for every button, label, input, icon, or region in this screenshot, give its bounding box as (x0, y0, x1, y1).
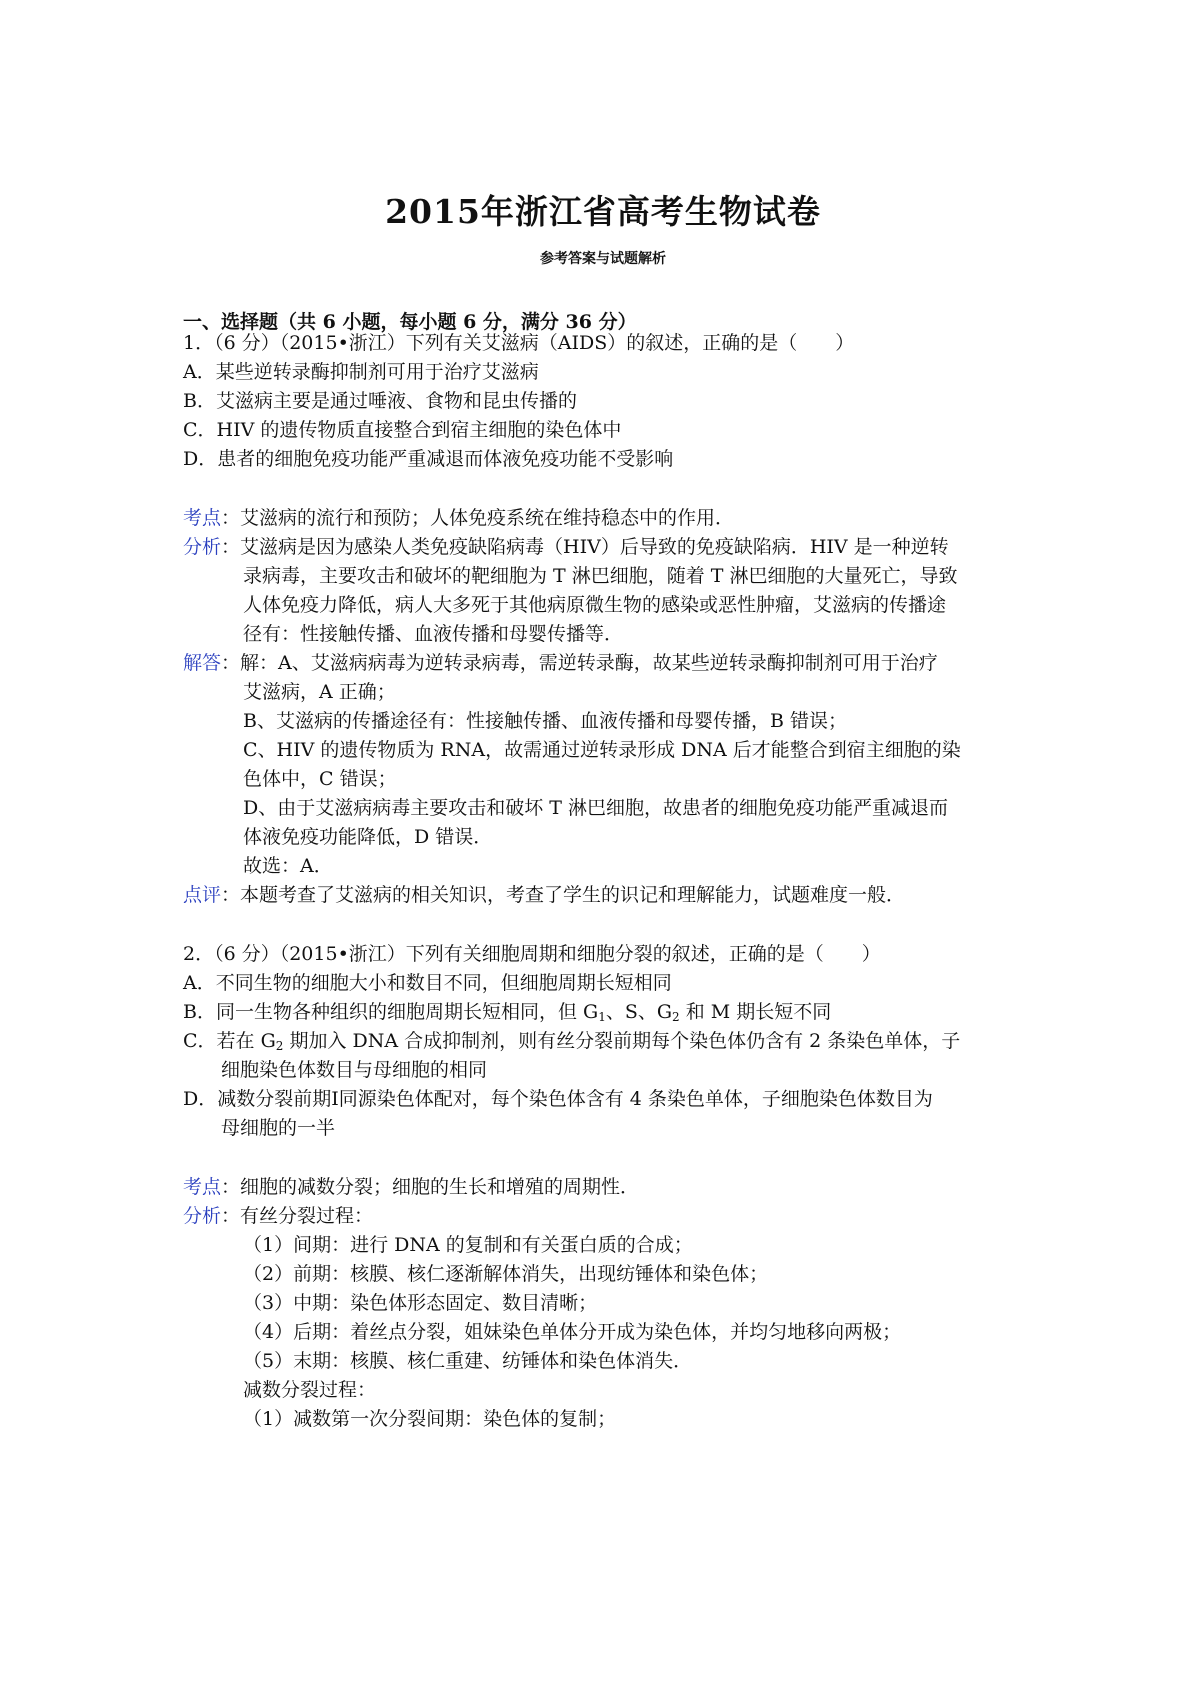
subscript: 2 (275, 1039, 284, 1053)
q1-jieda-line-8: 故选：A． (243, 855, 333, 877)
q1-fenxi (183, 534, 949, 560)
q1-option-a: A．某些逆转录酶抑制剂可用于治疗艾滋病 (183, 361, 539, 383)
meiosis-heading: 减数分裂过程： (243, 1379, 377, 1401)
mitosis-step-1: （1）间期：进行 DNA 的复制和有关蛋白质的合成； (243, 1234, 693, 1256)
q2-option-b-part: 和 M 期长短不同 (679, 1001, 832, 1023)
mitosis-step-4: （4）后期：着丝点分裂，姐妹染色单体分开成为染色体，并均匀地移向两极； (243, 1321, 902, 1343)
dianping-label: 点评 (183, 884, 222, 906)
subscript: 2 (672, 1010, 680, 1024)
q1-stem: 1．（6 分）（2015•浙江）下列有关艾滋病（AIDS）的叙述，正确的是（ ） (183, 332, 855, 354)
q1-jieda-line-3: B、艾滋病的传播途径有：性接触传播、血液传播和母婴传播，B 错误； (243, 710, 847, 732)
q2-kaodian (183, 1174, 639, 1200)
fenxi-label: 分析 (183, 1205, 222, 1227)
q2-option-d-cont: 母细胞的一半 (221, 1117, 336, 1139)
q1-option-d: D．患者的细胞免疫功能严重减退而体液免疫功能不受影响 (183, 448, 674, 470)
mitosis-step-3: （3）中期：染色体形态固定、数目清晰； (243, 1292, 598, 1314)
q1-dianping (183, 882, 905, 908)
q2-option-c-part: C．若在 G (183, 1030, 276, 1052)
q1-fenxi-line-4: 径有：性接触传播、血液传播和母婴传播等． (243, 623, 624, 645)
q1-jieda-line-2: 艾滋病，A 正确； (243, 681, 396, 703)
kaodian-label: 考点 (183, 507, 222, 529)
q2-stem: 2．（6 分）（2015•浙江）下列有关细胞周期和细胞分裂的叙述，正确的是（ ） (183, 943, 881, 965)
q2-option-b (183, 999, 831, 1025)
kaodian-label: 考点 (183, 1176, 222, 1198)
q2-option-b-part: 、S、G (605, 1001, 673, 1023)
q1-fenxi-line-1: ：艾滋病是因为感染人类免疫缺陷病毒（HIV）后导致的免疫缺陷病．HIV 是一种逆转 (221, 536, 949, 558)
q1-kaodian (183, 505, 734, 531)
q1-jieda-line-7: 体液免疫功能降低，D 错误． (243, 826, 493, 848)
q2-option-a: A．不同生物的细胞大小和数目不同，但细胞周期长短相同 (183, 972, 672, 994)
section-heading: 一、选择题（共 6 小题，每小题 6 分，满分 36 分） (183, 311, 637, 333)
meiosis-step-1: （1）减数第一次分裂间期：染色体的复制； (243, 1408, 617, 1430)
q2-kaodian-text: ：细胞的减数分裂；细胞的生长和增殖的周期性． (221, 1176, 640, 1198)
q1-jieda-line-1: ：解：A、艾滋病病毒为逆转录病毒，需逆转录酶，故某些逆转录酶抑制剂可用于治疗 (221, 652, 938, 674)
q1-jieda-line-6: D、由于艾滋病病毒主要攻击和破坏 T 淋巴细胞，故患者的细胞免疫功能严重减退而 (243, 797, 948, 819)
q2-fenxi (183, 1203, 373, 1229)
q1-fenxi-line-3: 人体免疫力降低，病人大多死于其他病原微生物的感染或恶性肿瘤，艾滋病的传播途 (243, 594, 947, 616)
q2-option-b-part: B．同一生物各种组织的细胞周期长短相同，但 G (183, 1001, 599, 1023)
q2-option-c-cont: 细胞染色体数目与母细胞的相同 (221, 1059, 488, 1081)
q2-option-c (183, 1028, 960, 1054)
q1-jieda-line-5: 色体中，C 错误； (243, 768, 397, 790)
subscript: 1 (598, 1010, 606, 1024)
page-subtitle: 参考答案与试题解析 (540, 251, 666, 267)
q1-fenxi-line-2: 录病毒，主要攻击和破坏的靶细胞为 T 淋巴细胞，随着 T 淋巴细胞的大量死亡，导致 (243, 565, 958, 587)
jieda-label: 解答 (183, 652, 222, 674)
q1-jieda (183, 650, 938, 676)
mitosis-step-5: （5）末期：核膜、核仁重建、纺锤体和染色体消失． (243, 1350, 693, 1372)
q1-option-b: B．艾滋病主要是通过唾液、食物和昆虫传播的 (183, 390, 577, 412)
mitosis-step-2: （2）前期：核膜、核仁逐渐解体消失，出现纺锤体和染色体； (243, 1263, 769, 1285)
fenxi-label: 分析 (183, 536, 222, 558)
q1-option-c: C．HIV 的遗传物质直接整合到宿主细胞的染色体中 (183, 419, 622, 441)
q2-option-d: D．减数分裂前期Ⅰ同源染色体配对，每个染色体含有 4 条染色单体，子细胞染色体数目为 (183, 1088, 933, 1110)
q1-jieda-line-4: C、HIV 的遗传物质为 RNA，故需通过逆转录形成 DNA 后才能整合到宿主细胞的染 (243, 739, 961, 761)
q1-dianping-text: ：本题考查了艾滋病的相关知识，考查了学生的识记和理解能力，试题难度一般． (221, 884, 906, 906)
page-title: 2015年浙江省高考生物试卷 (385, 192, 821, 231)
q2-fenxi-head: ：有丝分裂过程： (221, 1205, 374, 1227)
q2-option-c-part: 期加入 DNA 合成抑制剂，则有丝分裂前期每个染色体仍含有 2 条染色单体，子 (283, 1030, 961, 1052)
q1-kaodian-text: ：艾滋病的流行和预防；人体免疫系统在维持稳态中的作用． (221, 507, 735, 529)
